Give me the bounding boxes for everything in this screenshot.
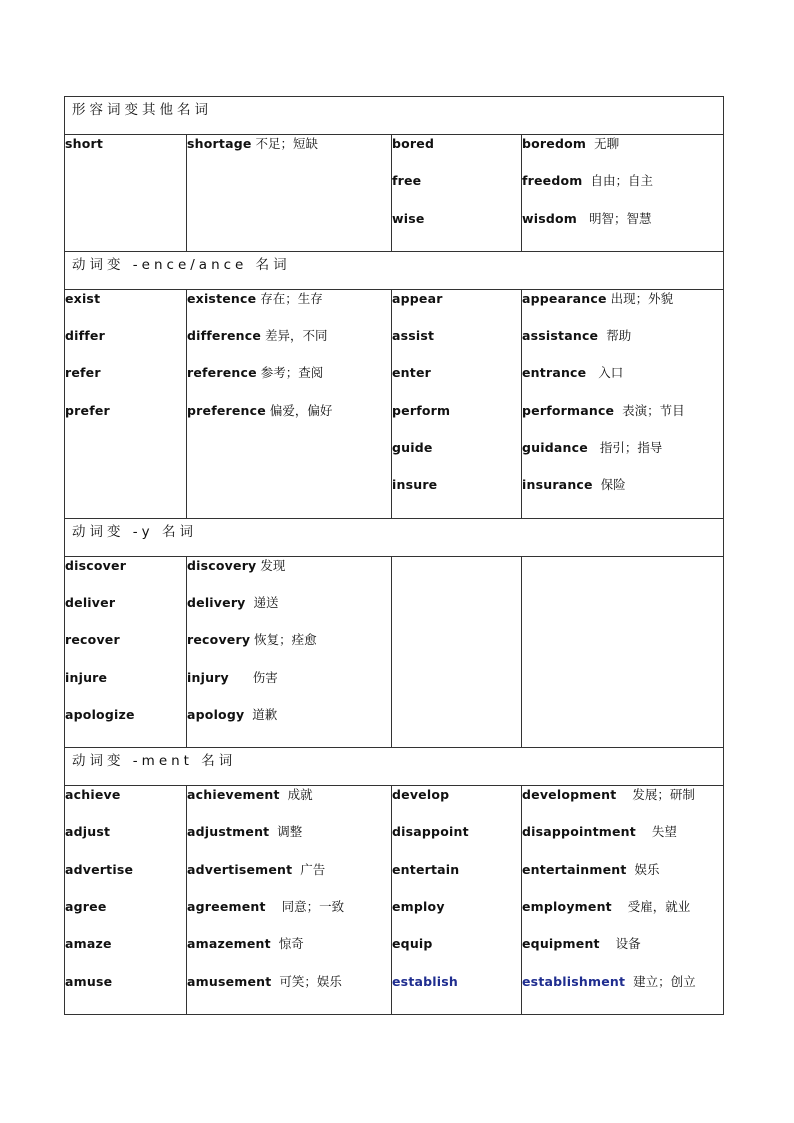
derived-word-entry — [187, 594, 391, 631]
base-word: discover — [65, 557, 127, 573]
table-cell-col1 — [65, 556, 187, 748]
chinese-meaning: 建立；创立 — [625, 973, 696, 989]
table-cell-col4 — [522, 786, 724, 1015]
word-entry — [65, 327, 186, 364]
derived-word: equipment — [522, 936, 600, 952]
section-body-row — [65, 135, 724, 252]
derived-word-entry — [522, 861, 723, 898]
derived-word: reference — [187, 365, 257, 381]
base-word: employ — [392, 899, 445, 915]
section-header-cell — [65, 97, 724, 135]
base-word: injure — [65, 669, 108, 685]
chinese-meaning: 伤害 — [228, 669, 278, 685]
derived-word: delivery — [187, 594, 246, 610]
section-header-cell — [65, 518, 724, 556]
section-body-row — [65, 786, 724, 1015]
base-word: short — [65, 136, 104, 151]
base-word: entertain — [392, 861, 460, 877]
chinese-meaning: 娱乐 — [626, 861, 660, 877]
derived-word-entry — [187, 669, 391, 706]
table-cell-col1 — [65, 786, 187, 1015]
word-entry — [65, 973, 186, 1010]
derived-word-entry — [522, 210, 723, 247]
word-entry — [65, 786, 186, 823]
base-word: refer — [65, 365, 101, 381]
base-word: differ — [65, 328, 105, 344]
derived-word: discovery — [187, 557, 257, 573]
word-entry — [65, 631, 186, 668]
derived-word: establishment — [522, 973, 626, 989]
word-entry — [392, 135, 521, 172]
base-word: free — [392, 173, 422, 189]
derived-word-entry — [187, 935, 391, 972]
derived-word: disappointment — [522, 824, 636, 840]
base-word: recover — [65, 632, 120, 648]
table-cell-col2 — [187, 556, 392, 748]
base-word: amuse — [65, 973, 113, 989]
section-header-cell — [65, 748, 724, 786]
base-word: deliver — [65, 594, 116, 610]
chinese-meaning: 调整 — [269, 824, 303, 840]
derived-word-entry — [522, 973, 723, 1010]
derived-word-entry — [187, 823, 391, 860]
base-word: insure — [392, 477, 438, 493]
chinese-meaning: 差异，不同 — [261, 328, 328, 344]
base-word: establish — [392, 973, 458, 989]
word-entry — [65, 290, 186, 327]
word-entry — [392, 476, 521, 513]
word-entry — [392, 402, 521, 439]
derived-word-entry — [187, 706, 391, 743]
derived-word-entry — [522, 364, 723, 401]
word-entry — [392, 327, 521, 364]
table-cell-col4 — [522, 135, 724, 252]
derived-word-entry — [522, 290, 723, 327]
derived-word: wisdom — [522, 210, 578, 226]
word-entry — [65, 823, 186, 860]
word-entry — [392, 439, 521, 476]
derived-word-entry — [187, 898, 391, 935]
base-word: appear — [392, 290, 443, 306]
chinese-meaning: 发现 — [256, 557, 286, 573]
table-cell-col4 — [522, 289, 724, 518]
chinese-meaning: 自由；自主 — [582, 173, 653, 189]
section-header: 动词变 -ence/ance 名词 — [72, 256, 291, 273]
base-word: amaze — [65, 936, 112, 952]
derived-word-entry — [522, 135, 723, 172]
derived-word: preference — [187, 402, 266, 418]
derived-word: performance — [522, 402, 615, 418]
table-cell-col3 — [392, 786, 522, 1015]
base-word: agree — [65, 899, 107, 915]
chinese-meaning: 恢复；痊愈 — [250, 632, 317, 648]
word-entry — [65, 898, 186, 935]
word-entry — [392, 290, 521, 327]
section-body-row — [65, 289, 724, 518]
derived-word: entrance — [522, 365, 587, 381]
chinese-meaning: 递送 — [245, 594, 279, 610]
derived-word: agreement — [187, 899, 266, 915]
derived-word-entry — [187, 861, 391, 898]
derived-word-entry — [522, 935, 723, 972]
chinese-meaning: 广告 — [292, 861, 326, 877]
derived-word-entry — [187, 327, 391, 364]
chinese-meaning: 失望 — [635, 824, 677, 840]
table-cell-col2 — [187, 786, 392, 1015]
base-word: perform — [392, 402, 451, 418]
section-header-row — [65, 748, 724, 786]
chinese-meaning: 设备 — [599, 936, 641, 952]
base-word: advertise — [65, 861, 134, 877]
base-word: disappoint — [392, 824, 469, 840]
word-entry — [65, 364, 186, 401]
derived-word-entry — [522, 476, 723, 513]
word-entry — [65, 402, 186, 439]
section-body-row — [65, 556, 724, 748]
section-header-row — [65, 518, 724, 556]
derived-word: freedom — [522, 173, 583, 189]
base-word: bored — [392, 136, 435, 151]
chinese-meaning: 入口 — [586, 365, 624, 381]
word-entry — [392, 786, 521, 823]
chinese-meaning: 表演；节目 — [614, 402, 685, 418]
table-cell-col3 — [392, 135, 522, 252]
base-word: prefer — [65, 402, 110, 418]
table-cell-col1 — [65, 135, 187, 252]
section-header-row — [65, 251, 724, 289]
word-entry — [392, 210, 521, 247]
derived-word-entry — [522, 823, 723, 860]
derived-word: assistance — [522, 328, 599, 344]
word-entry — [65, 861, 186, 898]
derived-word-entry — [522, 402, 723, 439]
derived-word: boredom — [522, 136, 587, 151]
derived-word-entry — [522, 786, 723, 823]
word-entry — [65, 594, 186, 631]
derived-word-entry — [187, 557, 391, 594]
derived-word-entry — [187, 135, 391, 172]
base-word: apologize — [65, 706, 135, 722]
section-header: 动词变 -y 名词 — [72, 523, 197, 540]
derived-word: achievement — [187, 787, 280, 803]
chinese-meaning: 可笑；娱乐 — [271, 973, 342, 989]
derived-word: entertainment — [522, 861, 627, 877]
derived-word: advertisement — [187, 861, 293, 877]
section-header: 动词变 -ment 名词 — [72, 753, 237, 770]
derived-word-entry — [187, 290, 391, 327]
chinese-meaning: 出现；外貌 — [606, 290, 674, 306]
derived-word: shortage — [187, 136, 252, 151]
derived-word: appearance — [522, 290, 607, 306]
word-entry — [392, 935, 521, 972]
chinese-meaning: 发展；研制 — [616, 787, 695, 803]
chinese-meaning: 帮助 — [598, 328, 632, 344]
table-cell-col2 — [187, 289, 392, 518]
chinese-meaning: 参考；查阅 — [256, 365, 324, 381]
table-cell-col1 — [65, 289, 187, 518]
chinese-meaning: 成就 — [279, 787, 313, 803]
word-entry — [392, 861, 521, 898]
base-word: develop — [392, 787, 450, 803]
derived-word: guidance — [522, 440, 588, 456]
derived-word-entry — [187, 973, 391, 1010]
section-header-row — [65, 97, 724, 135]
chinese-meaning: 存在；生存 — [256, 290, 323, 306]
derived-word-entry — [522, 172, 723, 209]
table-cell-col3 — [392, 289, 522, 518]
word-entry — [392, 172, 521, 209]
derived-word: employment — [522, 899, 612, 915]
section-header: 形容词变其他名词 — [72, 102, 212, 118]
chinese-meaning: 指引；指导 — [587, 440, 663, 456]
base-word: guide — [392, 440, 433, 456]
derived-word: development — [522, 787, 617, 803]
derived-word-entry — [522, 898, 723, 935]
derived-word-entry — [187, 786, 391, 823]
base-word: achieve — [65, 787, 121, 803]
derived-word: insurance — [522, 477, 593, 493]
word-entry — [392, 973, 521, 1010]
base-word: exist — [65, 290, 101, 306]
table-cell-col4 — [522, 556, 724, 748]
chinese-meaning: 受雇，就业 — [611, 899, 691, 915]
chinese-meaning: 不足；短缺 — [251, 136, 319, 151]
chinese-meaning: 保险 — [592, 477, 626, 493]
derived-word-entry — [187, 364, 391, 401]
derived-word: recovery — [187, 632, 251, 648]
derived-word-entry — [187, 631, 391, 668]
derived-word: difference — [187, 328, 262, 344]
chinese-meaning: 偏爱，偏好 — [265, 402, 333, 418]
derived-word: adjustment — [187, 824, 270, 840]
derived-word: existence — [187, 290, 257, 306]
base-word: equip — [392, 936, 433, 952]
derived-word-entry — [522, 327, 723, 364]
derived-word-entry — [187, 402, 391, 439]
word-entry — [65, 935, 186, 972]
derived-word: amusement — [187, 973, 272, 989]
word-entry — [392, 364, 521, 401]
chinese-meaning: 无聊 — [586, 136, 620, 151]
derived-word-entry — [522, 439, 723, 476]
base-word: wise — [392, 210, 425, 226]
word-entry — [392, 898, 521, 935]
table-cell-col2 — [187, 135, 392, 252]
derived-word: apology — [187, 706, 245, 722]
word-entry — [65, 557, 186, 594]
word-formation-table — [64, 96, 724, 1015]
chinese-meaning: 明智；智慧 — [577, 210, 652, 226]
word-entry — [392, 823, 521, 860]
chinese-meaning: 同意；一致 — [265, 899, 345, 915]
chinese-meaning: 道歉 — [244, 706, 278, 722]
derived-word: amazement — [187, 936, 271, 952]
chinese-meaning: 惊奇 — [270, 936, 304, 952]
base-word: assist — [392, 328, 435, 344]
base-word: adjust — [65, 824, 111, 840]
base-word: enter — [392, 365, 431, 381]
derived-word: injury — [187, 669, 229, 685]
word-entry — [65, 135, 186, 172]
section-header-cell — [65, 251, 724, 289]
word-entry — [65, 669, 186, 706]
word-entry — [65, 706, 186, 743]
table-cell-col3 — [392, 556, 522, 748]
